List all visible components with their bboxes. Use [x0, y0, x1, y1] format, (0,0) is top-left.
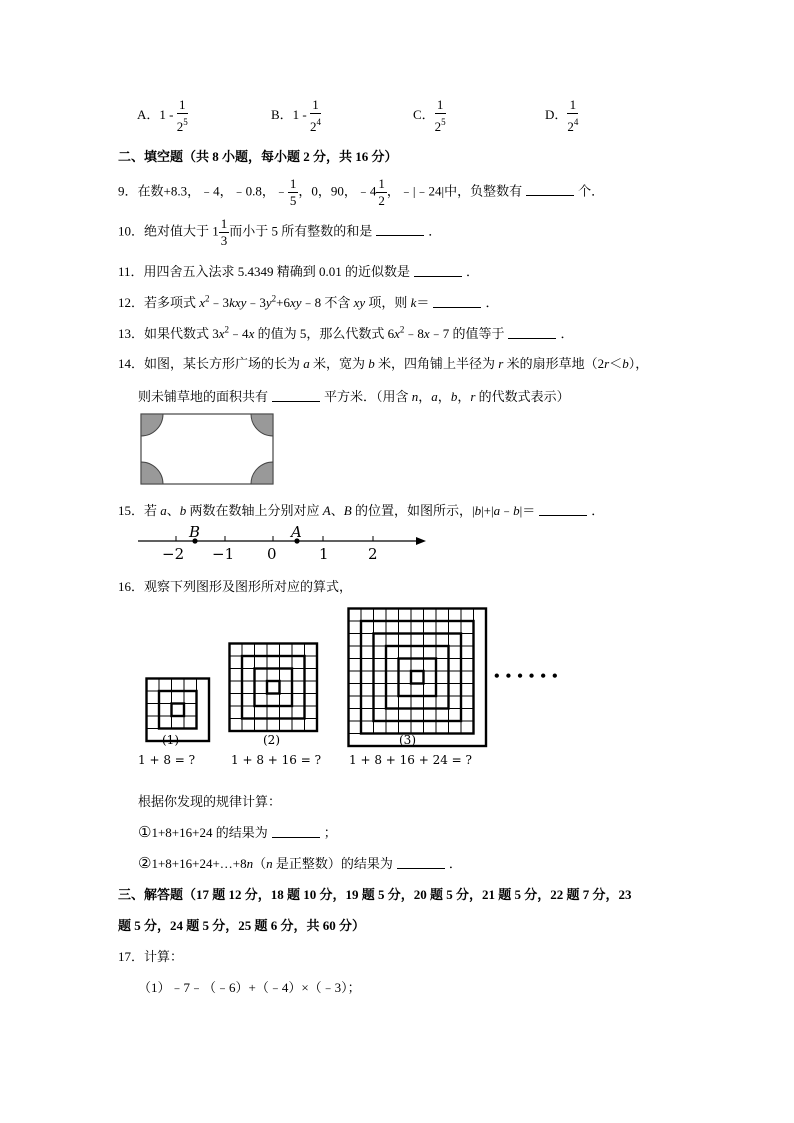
answer-blank: [539, 503, 587, 516]
answer-blank: [508, 326, 556, 339]
nested-square: [386, 646, 449, 709]
nested-square: [242, 656, 305, 719]
figure-caption-1: (1): [162, 733, 179, 747]
nested-square: [159, 691, 197, 729]
option-a: A．1 - $\frac{1}{2^5}$: [137, 97, 188, 134]
tick-label: 0: [267, 545, 277, 563]
tick-label: −2: [162, 545, 185, 563]
question-17-title: 17．计算：: [118, 949, 184, 964]
point-a-label: A: [291, 523, 302, 541]
question-15: 15．若 a、b 两数在数轴上分别对应 A、B 的位置，如图所示，|b|+|a﹣b|＝ ．: [118, 503, 605, 518]
nested-square: [147, 679, 210, 742]
tick-label: 2: [368, 545, 378, 563]
question-13: 13．如果代数式 $3x^2﹣4x$ 的值为 5，那么代数式 $6x^2﹣8x﹣7$ 的值等于 ．: [118, 324, 574, 341]
number-line: [136, 522, 432, 566]
answer-blank: [526, 183, 574, 196]
answer-blank: [433, 295, 481, 308]
section2-heading: 二、填空题（共 8 小题，每小题 2 分，共 16 分）: [118, 149, 398, 164]
figure-equation-2: 1 + 8 + 16 = ?: [231, 753, 322, 767]
nested-square: [172, 704, 185, 717]
section3-heading-line1: 三、解答题（17 题 12 分，18 题 10 分，19 题 5 分，20 题 5 分，21 题 5 分，22 题 7 分，23: [118, 887, 632, 902]
rule-text: 根据你发现的规律计算：: [138, 794, 282, 809]
tick-label: 1: [319, 545, 329, 563]
question-12: 12．若多项式 $x^2﹣3kxy﹣3y^2+6xy﹣8$ 不含 xy 项，则 k＝ ．: [118, 293, 499, 310]
nested-square: [361, 621, 474, 734]
question-17-part1: （1）﹣7﹣（﹣6）+（﹣4）×（﹣3）；: [138, 980, 361, 995]
figure-equation-3: 1 + 8 + 16 + 24 = ?: [349, 753, 472, 767]
point-b-label: B: [189, 523, 201, 541]
figure-caption-2: (2): [263, 733, 280, 747]
option-b: B．1 - $\frac{1}{2^4}$: [271, 97, 322, 134]
continuation-dots: • • • • • •: [494, 668, 559, 685]
option-c: C． $\frac{1}{2^5}$: [413, 97, 446, 134]
nested-square: [267, 681, 280, 694]
answer-blank: [376, 223, 424, 236]
sub-question-1: ①1+8+16+24 的结果为 ；: [138, 823, 337, 841]
question-16: 16．观察下列图形及图形所对应的算式，: [118, 579, 353, 594]
question-11: 11．用四舍五入法求 5.4349 精确到 0.01 的近似数是 ．: [118, 264, 480, 279]
grid-figure-2: [229, 643, 315, 729]
answer-blank: [397, 856, 445, 869]
figure-caption-3: (3): [399, 733, 416, 747]
grid-figure-1: [146, 678, 197, 729]
option-d: D． $\frac{1}{2^4}$: [545, 97, 579, 134]
question-9: 9．在数+8.3，﹣4，﹣0.8，﹣ $\frac{1}{5}$ ，0，90，﹣4 $\frac{1}{2}$ ，﹣|﹣24|中，负整数有 个．: [118, 176, 605, 208]
nested-square: [411, 671, 424, 684]
sub-question-2: ②1+8+16+24+…+8n（n 是正整数）的结果为 ．: [138, 854, 462, 872]
answer-blank: [414, 264, 462, 277]
nested-square: [399, 659, 437, 697]
figure-equation-1: 1 + 8 = ?: [138, 753, 196, 767]
question-14-line2: 则未铺草地的面积共有 平方米．（用含 n，a，b，r 的代数式表示）: [138, 389, 570, 404]
grid-figure-3: [348, 608, 469, 729]
nested-square: [255, 669, 293, 707]
tick-label: −1: [212, 545, 235, 563]
rectangle-figure: [140, 413, 274, 485]
answer-blank: [272, 825, 320, 838]
answer-blank: [272, 389, 320, 402]
question-14-line1: 14．如图，某长方形广场的长为 a 米，宽为 b 米，四角铺上半径为 r 米的扇形草地（2r＜b），: [118, 356, 649, 371]
nested-square: [349, 609, 487, 747]
question-10: 10．绝对值大于 1 $\frac{1}{3}$ 而小于 5 所有整数的和是 ．: [118, 216, 442, 248]
section3-heading-line2: 题 5 分，24 题 5 分，25 题 6 分，共 60 分）: [118, 918, 366, 933]
